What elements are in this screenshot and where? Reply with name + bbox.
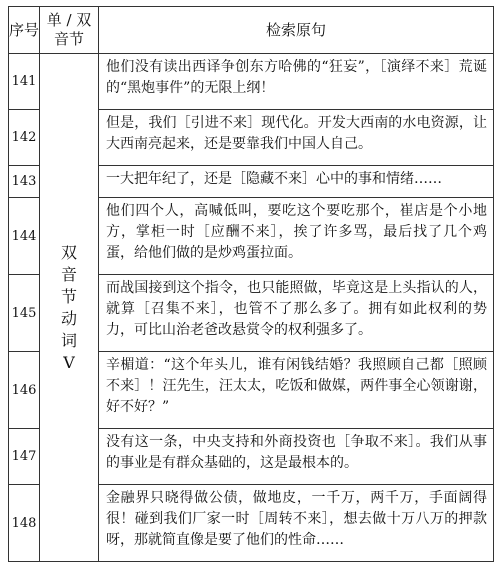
sentence-cell: 辛楣道：“这个年头儿，谁有闲钱结婚？我照顾自己都［照顾不来］！汪先生，汪太太，吃饭和做媒，两件事全心领谢谢，好不好？” — [99, 352, 494, 429]
category-char: 节 — [60, 286, 77, 306]
sentence-cell: 他们四个人，高喊低叫，要吃这个要吃那个，崔店是个小地方，掌柜一时［应酬不来］，挨了许多骂，最后找了几个鸡蛋，给他们做的是炒鸡蛋拉面。 — [99, 198, 494, 275]
sentence-cell: 一大把年纪了，还是［隐藏不来］心中的事和情绪…… — [99, 166, 494, 198]
sentence-cell: 没有这一条，中央支持和外商投资也［争取不来］。我们从事的事业是有群众基础的，这是最根本的。 — [99, 429, 494, 485]
corpus-table — [8, 6, 494, 562]
header-sentence: 检索原句 — [99, 7, 494, 54]
category-char: 音 — [60, 264, 77, 284]
row-number: 143 — [9, 166, 40, 198]
row-number: 144 — [9, 198, 40, 275]
sentence-cell: 金融界只晓得做公债，做地皮，一千万，两千万，手面阔得很！碰到我们厂家一时［周转不来］，想去做十万八万的押款呀，那就简直像是要了他们的性命…… — [99, 485, 494, 562]
sentence-cell: 而战国接到这个指令，也只能照做，毕竟这是上头指认的人，就算［召集不来］，也管不了那么多了。拥有如此权利的势力，可比山治老爸改悬赏令的权利强多了。 — [99, 275, 494, 352]
row-number: 145 — [9, 275, 40, 352]
row-number: 142 — [9, 110, 40, 166]
category-char: 双 — [60, 242, 77, 262]
header-row — [9, 7, 494, 54]
category-cell — [40, 54, 99, 562]
header-number: 序号 — [9, 7, 40, 54]
sentence-cell: 他们没有读出西译争创东方哈佛的“狂妄”，［演绎不来］荒诞的“黑炮事件”的无限上纲！ — [99, 54, 494, 110]
category-char: 动 — [60, 308, 77, 328]
row-number: 148 — [9, 485, 40, 562]
row-number: 146 — [9, 352, 40, 429]
table-row — [9, 54, 494, 110]
category-char: V — [63, 352, 75, 372]
header-syllable-type: 单 / 双音节 — [40, 7, 99, 54]
category-char: 词 — [60, 330, 77, 350]
sentence-cell: 但是，我们［引进不来］现代化。开发大西南的水电资源，让大西南亮起来，还是要靠我们中国人自己。 — [99, 110, 494, 166]
row-number: 141 — [9, 54, 40, 110]
row-number: 147 — [9, 429, 40, 485]
